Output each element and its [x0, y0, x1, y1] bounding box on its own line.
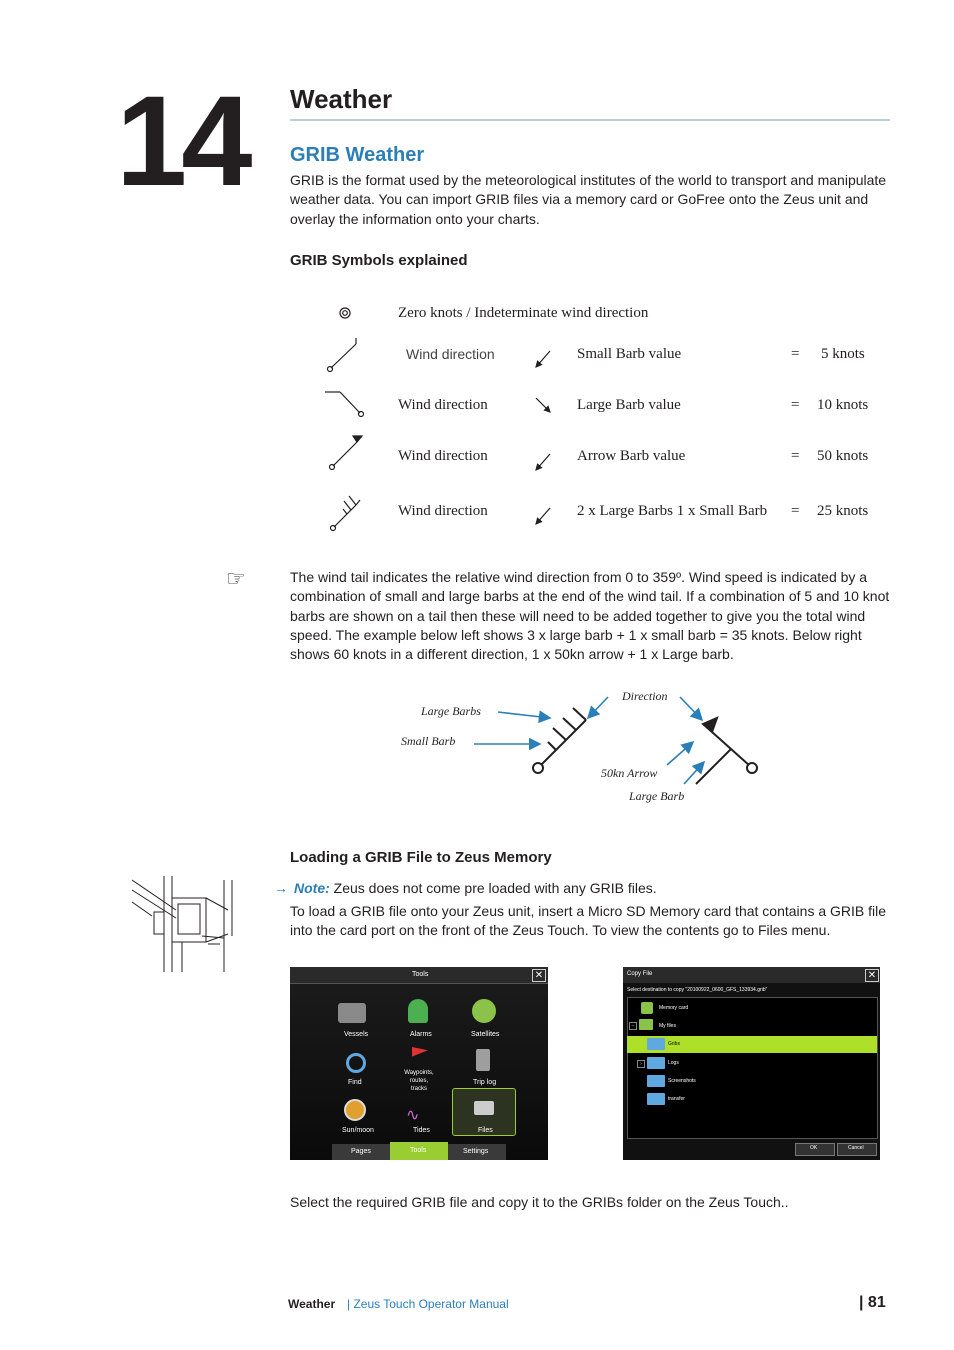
label-large-barbs: Large Barbs: [421, 704, 481, 718]
note-line: [294, 880, 657, 896]
row3-wind-label: Wind direction: [398, 448, 488, 464]
row4-knots: 25 knots: [817, 503, 869, 519]
row3-value-label: Arrow Barb value: [577, 448, 686, 464]
trip-log-icon[interactable]: [476, 1049, 490, 1071]
closing-paragraph: Select the required GRIB file and copy it to the GRIBs folder on the Zeus Touch..: [290, 1194, 789, 1210]
tab-pages-label: Pages: [351, 1148, 371, 1155]
tools-icon-label-1: Alarms: [410, 1031, 432, 1038]
tools-icon-label-5: Trip log: [473, 1079, 497, 1086]
tools-icon-label-7: Tides: [413, 1127, 430, 1134]
zero-knots-label: Zero knots / Indeterminate wind direction: [398, 305, 649, 321]
tools-icon-label-0: Vessels: [344, 1031, 369, 1038]
title-rule: [290, 119, 890, 121]
satellites-icon[interactable]: [472, 999, 496, 1023]
chapter-title: Weather: [290, 84, 393, 114]
label-large-barb: Large Barb: [629, 789, 685, 803]
tools-title: Tools: [412, 971, 429, 978]
footer-section: Weather: [288, 1297, 336, 1311]
note-arrow-icon: →: [274, 880, 288, 896]
direction-arrow-4: [536, 508, 550, 524]
my-files-folder-icon: [639, 1019, 653, 1030]
loading-paragraph: To load a GRIB file onto your Zeus unit, insert a Micro SD Memory card that contains a GRIB file into the card port on the front of the Zeus Touch. To view the contents go to Files menu.: [290, 903, 887, 939]
row3-knots: 50 knots: [817, 448, 869, 464]
tides-icon[interactable]: ∿: [406, 1107, 420, 1124]
cancel-button-label: Cancel: [848, 1145, 864, 1151]
pointing-hand-icon: ☞: [226, 566, 246, 591]
row3-equals: =: [791, 448, 800, 464]
transfer-folder-icon: [647, 1093, 665, 1105]
tab-tools-label: Tools: [410, 1147, 427, 1154]
tree-item-memory-card[interactable]: Memory card: [659, 1005, 689, 1011]
row4-wind-label: Wind direction: [398, 503, 488, 519]
direction-arrows: [530, 340, 560, 530]
large-barb-symbol: [325, 392, 364, 417]
memory-card-icon: [641, 1002, 653, 1014]
section-title: GRIB Weather: [290, 144, 425, 166]
copy-close-icon[interactable]: ✕: [865, 969, 879, 982]
row1-value-label: Small Barb value: [577, 346, 682, 362]
tools-icon-label-6: Sun/moon: [342, 1127, 374, 1134]
waypoints-icon[interactable]: [412, 1047, 428, 1063]
row2-wind-label: Wind direction: [398, 397, 488, 413]
tools-icon-label-8: Files: [478, 1127, 493, 1134]
copy-titlebar: [623, 967, 880, 983]
vessels-icon[interactable]: [338, 1003, 366, 1023]
tools-icon-label-3: Find: [348, 1079, 362, 1086]
footer-manual: | Zeus Touch Operator Manual: [347, 1297, 509, 1311]
copy-prompt: Select destination to copy "20100922_0600_GFS_133934.grib": [627, 987, 768, 993]
copy-title: Copy File: [627, 971, 653, 977]
arrow-barb-symbol: [330, 436, 363, 470]
folder-icon[interactable]: [474, 1101, 494, 1115]
label-small-barb: Small Barb: [401, 734, 456, 748]
close-icon[interactable]: ✕: [532, 969, 546, 982]
loading-heading: Loading a GRIB File to Zeus Memory: [290, 849, 552, 866]
chapter-number: 14: [116, 70, 247, 213]
barb-symbols-graphic: [318, 300, 378, 540]
tools-icon-label-2: Satellites: [471, 1031, 500, 1038]
combo-barb-symbol: [331, 496, 361, 531]
tip-paragraph: The wind tail indicates the relative wind direction from 0 to 359º. Wind speed is indicated by a combination of small and large barbs at the end of the wind tail. If a combination of 5 and 10 knot barbs are shown on a tail then these will need to be added together to give you the total wind speed. The example below left shows 3 x large barb + 1 x small barb = 35 knots. Below right shows 60 knots in a different direction, 1 x 50kn arrow + 1 x Large barb.: [290, 569, 890, 663]
tree-item-logs[interactable]: Logs: [668, 1060, 679, 1066]
zero-knots-symbol: [340, 308, 350, 318]
tree-item-gribs: Gribs: [668, 1041, 680, 1047]
sun-moon-icon[interactable]: [344, 1099, 366, 1121]
note-label: Note:: [294, 880, 330, 896]
label-50kn-arrow: 50kn Arrow: [601, 766, 658, 780]
row2-value-label: Large Barb value: [577, 397, 681, 413]
device-card-port-drawing: [128, 876, 238, 974]
row2-knots: 10 knots: [817, 397, 869, 413]
alarms-icon[interactable]: [408, 999, 428, 1023]
ok-button-label: OK: [810, 1145, 818, 1151]
find-icon[interactable]: [346, 1053, 366, 1073]
logs-folder-icon: [647, 1057, 665, 1069]
tree-item-screenshots[interactable]: Screenshots: [668, 1078, 696, 1084]
row1-wind-label: Wind direction: [406, 346, 495, 362]
collapse-icon[interactable]: –: [629, 1022, 637, 1030]
symbols-heading: GRIB Symbols explained: [290, 252, 468, 269]
screenshots-folder-icon: [647, 1075, 665, 1087]
label-direction: Direction: [622, 689, 668, 703]
direction-arrow-2: [536, 398, 550, 412]
page-number: | 81: [859, 1294, 886, 1311]
row4-value-label: 2 x Large Barbs 1 x Small Barb: [577, 503, 768, 519]
tab-settings-label: Settings: [463, 1148, 489, 1155]
tree-item-my-files[interactable]: My files: [659, 1023, 676, 1029]
expand-icon[interactable]: ›: [637, 1060, 645, 1068]
gribs-folder-icon: [647, 1038, 665, 1050]
row2-equals: =: [791, 397, 800, 413]
direction-arrow-1: [536, 351, 550, 367]
note-text: Zeus does not come pre loaded with any GRIB files.: [329, 880, 657, 896]
direction-arrow-3: [536, 454, 550, 470]
intro-paragraph: GRIB is the format used by the meteorological institutes of the world to transport and manipulate weather data. You can import GRIB files via a memory card or GoFree onto the Zeus unit and overlay the information onto your charts.: [290, 172, 887, 227]
tools-icon-label-4: Waypoints, routes, tracks: [404, 1070, 434, 1092]
tree-item-transfer[interactable]: transfer: [668, 1096, 685, 1102]
small-barb-symbol: [328, 338, 357, 372]
row1-knots: 5 knots: [821, 346, 865, 362]
tools-screen: [290, 967, 548, 1160]
row1-equals: =: [791, 346, 800, 362]
copy-file-screen: [623, 967, 880, 1160]
row4-equals: =: [791, 503, 800, 519]
